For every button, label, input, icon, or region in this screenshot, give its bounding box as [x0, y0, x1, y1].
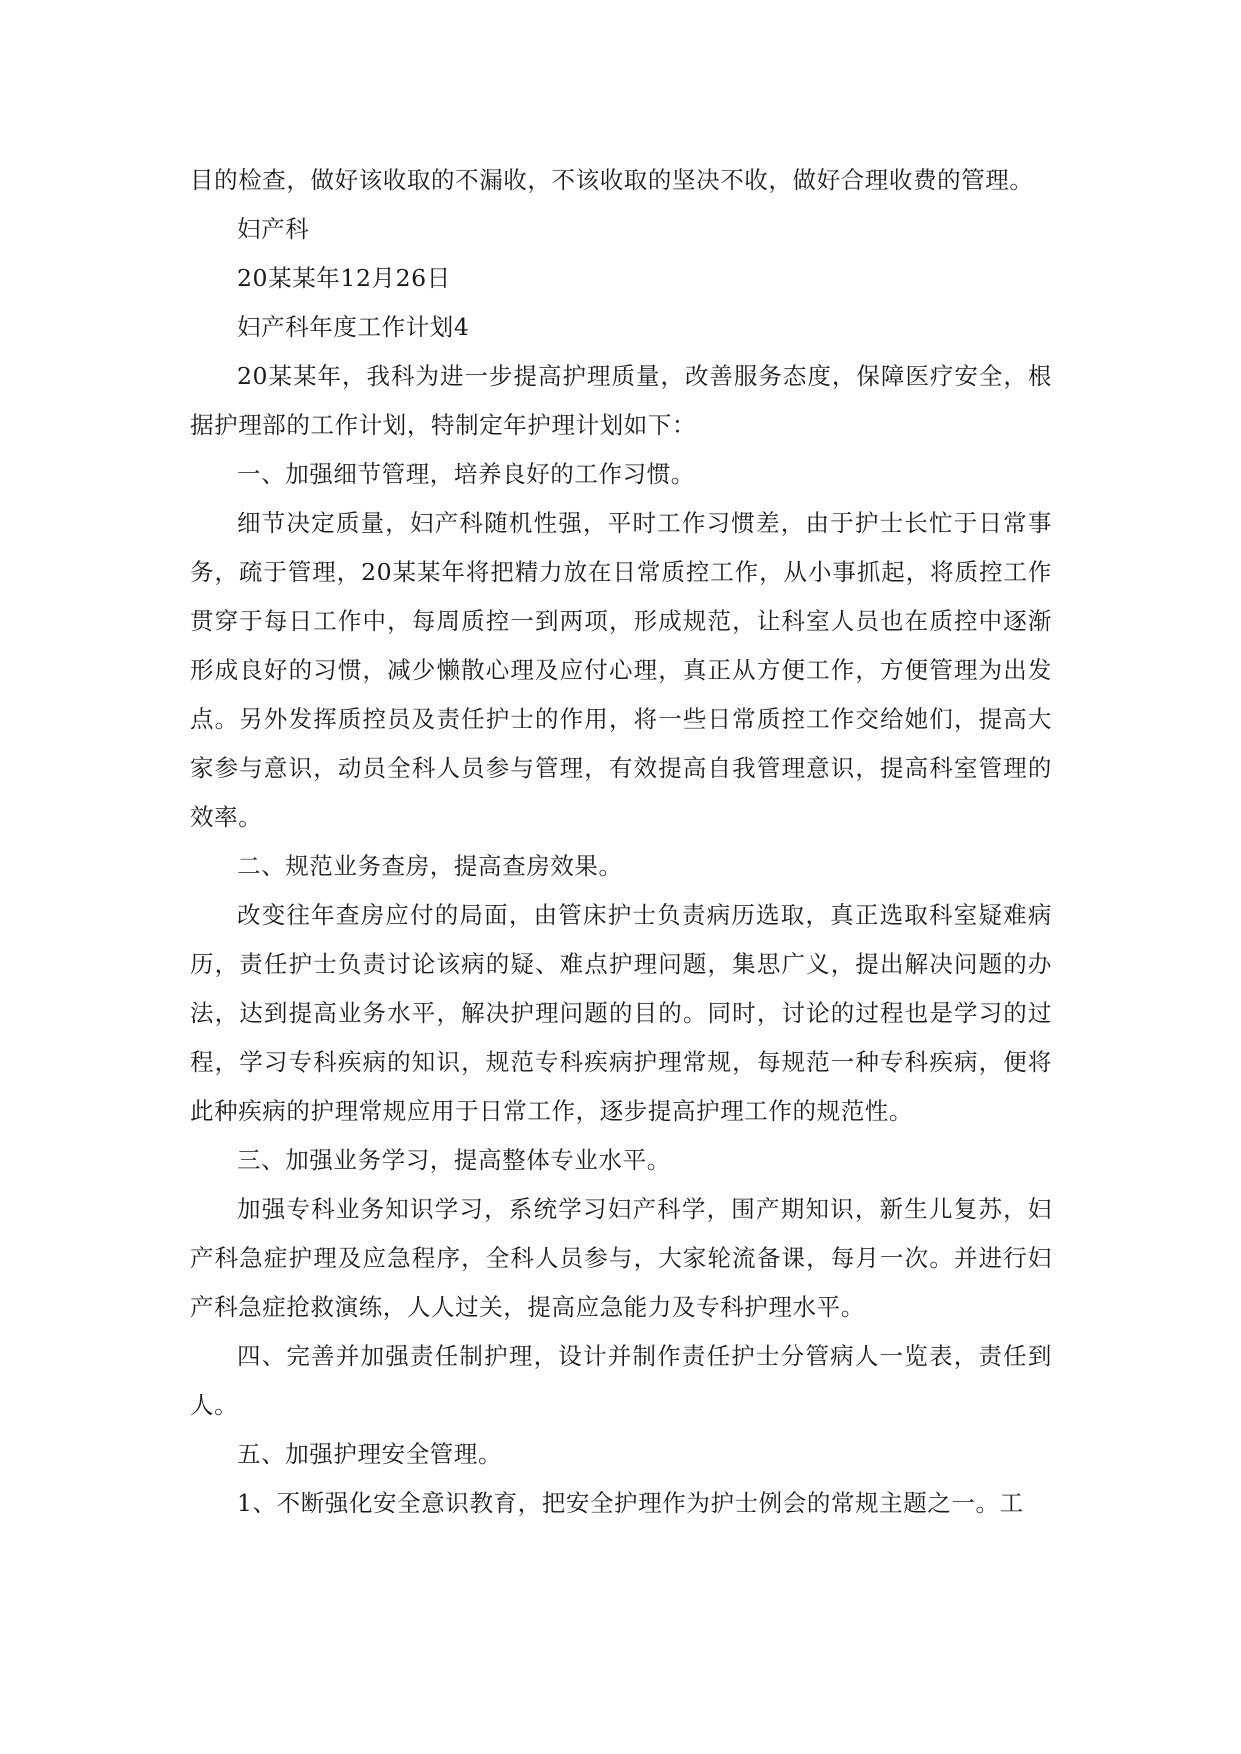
section-title: 妇产科年度工作计划4 — [237, 313, 470, 341]
section-heading: 三、加强业务学习，提高整体专业水平。 — [237, 1146, 671, 1174]
document-page — [190, 156, 1052, 1528]
signature-date: 20某某年12月26日 — [237, 264, 451, 292]
paragraph: 加强专科业务知识学习，系统学习妇产科学，围产期知识，新生儿复苏，妇产科急症护理及应急程序，全科人员参与，大家轮流备课，每月一次。并进行妇产科急症抢救演练，人人过关，提高应急能力及专科护理水平。 — [190, 1195, 1052, 1321]
section-heading: 四、完善并加强责任制护理，设计并制作责任护士分管病人一览表，责任到人。 — [190, 1342, 1052, 1419]
section-heading: 五、加强护理安全管理。 — [237, 1440, 503, 1468]
department-signature: 妇产科 — [237, 215, 310, 243]
paragraph: 1、不断强化安全意识教育，把安全护理作为护士例会的常规主题之一。工 — [237, 1489, 1024, 1517]
section-heading: 一、加强细节管理，培养良好的工作习惯。 — [237, 460, 695, 488]
section-heading: 二、规范业务查房，提高查房效果。 — [237, 852, 623, 880]
paragraph: 20某某年，我科为进一步提高护理质量，改善服务态度，保障医疗安全，根据护理部的工作计划，特制定年护理计划如下： — [190, 362, 1052, 439]
paragraph: 目的检查，做好该收取的不漏收，不该收取的坚决不收，做好合理收费的管理。 — [190, 166, 1034, 194]
paragraph: 改变往年查房应付的局面，由管床护士负责病历选取，真正选取科室疑难病历，责任护士负责讨论该病的疑、难点护理问题，集思广义，提出解决问题的办法，达到提高业务水平，解决护理问题的目的。同时，讨论的过程也是学习的过程，学习专科疾病的知识，规范专科疾病护理常规，每规范一种专科疾病，便将此种疾病的护理常规应用于日常工作，逐步提高护理工作的规范性。 — [190, 901, 1052, 1125]
paragraph: 细节决定质量，妇产科随机性强，平时工作习惯差，由于护士长忙于日常事务，疏于管理，20某某年将把精力放在日常质控工作，从小事抓起，将质控工作贯穿于每日工作中，每周质控一到两项，形成规范，让科室人员也在质控中逐渐形成良好的习惯，减少懒散心理及应付心理，真正从方便工作，方便管理为出发点。另外发挥质控员及责任护士的作用，将一些日常质控工作交给她们，提高大家参与意识，动员全科人员参与管理，有效提高自我管理意识，提高科室管理的效率。 — [190, 509, 1052, 831]
